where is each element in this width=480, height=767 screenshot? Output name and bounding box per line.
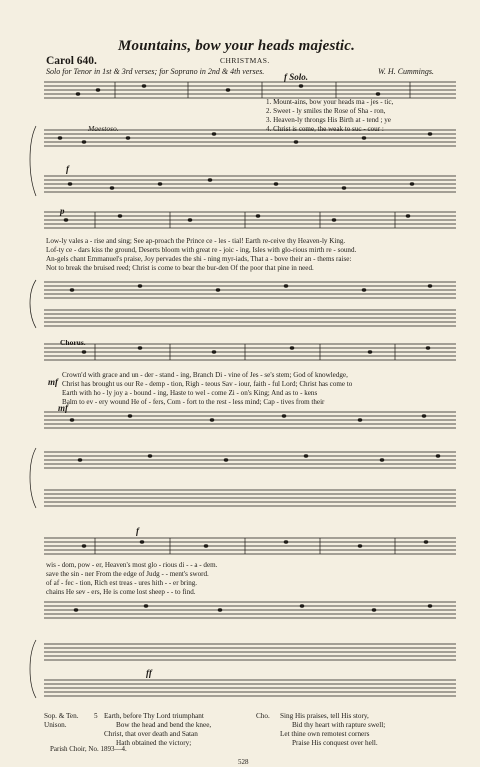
dynamic-mf-2: mf xyxy=(58,403,68,413)
lyrics-system-2-line-2: Lof-ty ce - dars kiss the ground, Deserts bloom with great re - joic - ing, Isles with glo-rious mirth re - sound. xyxy=(46,246,357,254)
verse-start-3: 3. Heaven-ly throngs His Birth at - tend ; ye xyxy=(266,116,391,124)
final-voice-label-top: Sop. & Ten. xyxy=(44,712,79,720)
lyrics-final-line-3: of af - fec - tion, Rich est treas - ures hith - - er bring. xyxy=(46,579,198,587)
staff-system-3 xyxy=(44,344,456,506)
final-chorus-line-1: Sing His praises, tell His story, xyxy=(280,712,369,720)
page-title: Mountains, bow your heads majestic. xyxy=(118,38,356,54)
composer-name: W. H. Cummings. xyxy=(378,67,434,76)
verse-start-2: 2. Sweet - ly smiles the Rose of Sha - ron, xyxy=(266,107,386,115)
dynamic-ff: ff xyxy=(146,668,152,678)
dynamic-f-1: f xyxy=(66,164,69,174)
lyrics-final-line-2: save the sin - ner From the edge of Judg - - ment's sword. xyxy=(46,570,209,578)
tempo-marking: Maestoso. xyxy=(88,124,119,133)
final-verse-line-2: Bow the head and bend the knee, xyxy=(116,721,212,729)
lyrics-final-line-1: wis - dom, pow - er, Heaven's most glo - rious di - - a - dem. xyxy=(46,561,218,569)
page-number: 528 xyxy=(238,758,249,766)
lyrics-chorus-line-3: Earth with ho - ly joy a - bound - ing, Haste to wel - come Zi - on's King; And as to - kens xyxy=(62,389,318,397)
staff-system-1 xyxy=(44,82,456,192)
final-chorus-line-4: Praise His conquest over hell. xyxy=(292,739,378,747)
verse-start-1: 1. Mount-ains, bow your heads ma - jes - tic, xyxy=(266,98,394,106)
occasion-label: CHRISTMAS. xyxy=(220,56,270,65)
final-verse-line-1: Earth, before Thy Lord triumphant xyxy=(104,712,204,720)
lyrics-system-2-line-4: Not to break the bruised reed; Christ is come to bear the bur-den Of the poor that pine in need. xyxy=(46,264,314,272)
lyrics-chorus-line-1: Crown'd with grace and un - der - stand - ing, Branch Di - vine of Jes - se's stem; God of knowledge, xyxy=(62,371,348,379)
lyrics-final-line-4: chains He sev - ers, He is come lost sheep - - to find. xyxy=(46,588,196,596)
final-verse-number: 5 xyxy=(94,712,98,720)
dynamic-solo: f Solo. xyxy=(284,72,309,82)
dynamic-p: p xyxy=(60,206,65,216)
final-verse-line-4: Hath obtained the victory; xyxy=(116,739,192,747)
final-voice-label-bottom: Unison. xyxy=(44,721,67,729)
lyrics-system-2-line-3: An-gels chant Emmanuel's praise, Joy pervades the shi - ning myr-iads, That a - bove their an - thems raise: xyxy=(46,255,352,263)
dynamic-f-2: f xyxy=(136,526,139,536)
performance-note: Solo for Tenor in 1st & 3rd verses; for Soprano in 2nd & 4th verses. xyxy=(46,67,265,76)
verse-start-4: 4. Christ is come, the weak to suc - cour : xyxy=(266,125,384,133)
final-chorus-label: Cho. xyxy=(256,712,270,720)
final-chorus-line-2: Bid thy heart with rapture swell; xyxy=(292,721,386,729)
lyrics-chorus-line-2: Christ has brought us our Re - demp - tion, Righ - teous Sav - iour, faith - ful Lord; Christ has come to xyxy=(62,380,353,388)
dynamic-mf-1: mf xyxy=(48,377,58,387)
lyrics-chorus-line-4: Balm to ev - ery wound He of - fers, Com - fort to the rest - less mind; Cap - tives from their xyxy=(62,398,325,406)
lyrics-system-2-line-1: Low-ly vales a - rise and sing; See ap-proach the Prince ce - les - tial! Earth re-ceive thy Heaven-ly King. xyxy=(46,237,346,245)
footer-source: Parish Choir, No. 1893—4. xyxy=(50,745,127,753)
carol-number: Carol 640. xyxy=(46,55,97,67)
final-verse-line-3: Christ, that over death and Satan xyxy=(104,730,198,738)
chorus-label: Chorus. xyxy=(60,338,86,347)
final-chorus-line-3: Let thine own remotest corners xyxy=(280,730,370,738)
